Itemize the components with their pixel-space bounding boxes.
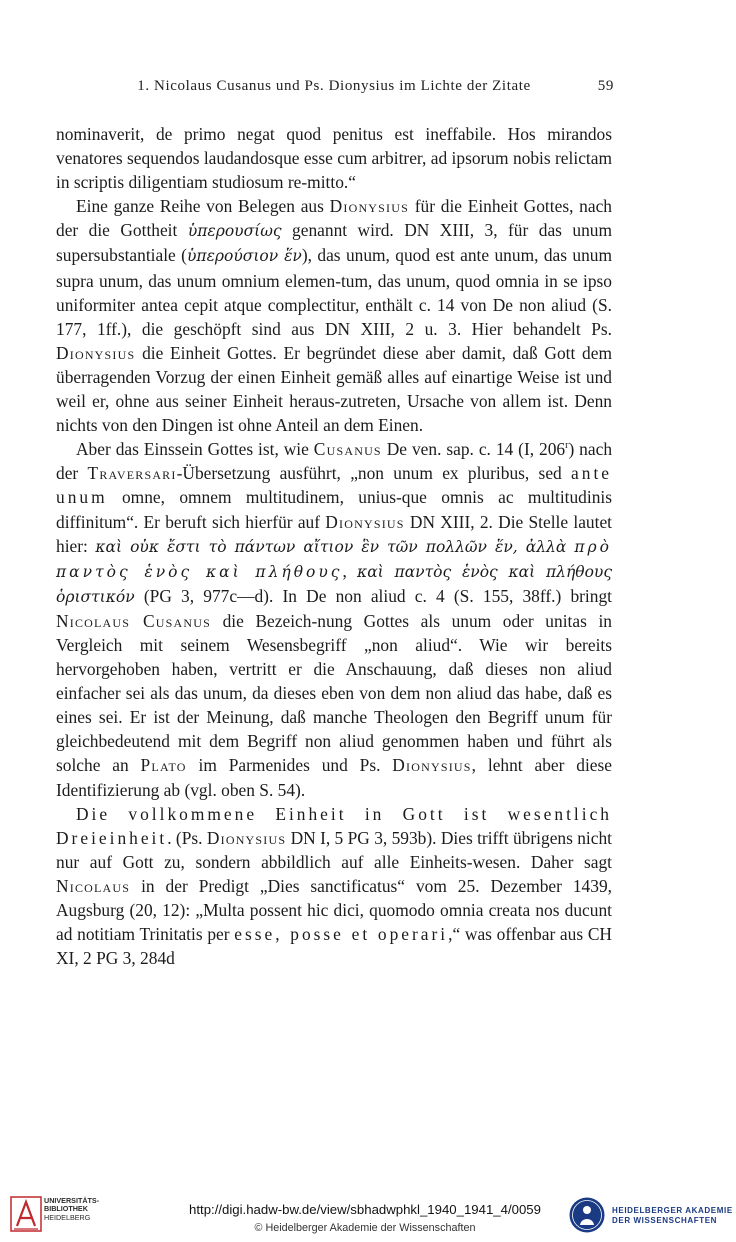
spaced-emphasis: esse, posse et operari bbox=[234, 924, 449, 945]
paragraph-4: Die vollkommene Einheit in Gott ist wesentlich Dreieinheit. (Ps. Dionysius DN I, 5 PG 3, 593b). Dies trifft übrigens nicht nur auf Gott zu, sondern abbildlich auf alle Einheits-wesen. Daher sagt Nicolaus in der Predigt „Dies sanctificatus“ vom 25. Dezember 1439, Augsburg (20, 12): „Multa possent hic dici, quomodo omnia creata nos ducunt ad notitiam Trinitatis per esse, posse et operari,“ was offenbar aus CH XI, 2 PG 3, 284d bbox=[56, 803, 613, 969]
author-name: Dionysius bbox=[392, 755, 472, 776]
digitization-footer bbox=[0, 1186, 736, 1242]
running-title: 1. Nicolaus Cusanus und Ps. Dionysius im Lichte der Zitate bbox=[137, 78, 531, 94]
university-library-name: UNIVERSITÄTS- BIBLIOTHEK HEIDELBERG bbox=[44, 1196, 100, 1222]
spaced-emphasis: Die vollkommene Einheit in Gott ist wesentlich Dreieinheit bbox=[56, 803, 612, 848]
page-number: 59 bbox=[597, 78, 614, 94]
university-library-logo-icon bbox=[9, 1195, 43, 1233]
paragraph-1: nominaverit, de primo negat quod penitus est ineffabile. Hos mirandos venatores sequendos laudandosque esse cum arbitrer, ad ipsorum nobis relictam in scriptis diligentiam studiosum re-mitto.“ bbox=[56, 124, 612, 193]
author-name: Cusanus bbox=[313, 439, 382, 460]
author-name: Plato bbox=[140, 755, 187, 776]
greek-quotation: καὶ παντὸς ἑνὸς καὶ πλήθους ὁριστικόν bbox=[56, 562, 613, 606]
copyright-notice: © Heidelberger Akademie der Wissenschaften bbox=[254, 1222, 476, 1234]
greek-quotation: καὶ οὐκ ἔστι τὸ πάντων αἴτιον ἓν τῶν πολλῶν ἕν, ἀλλὰ bbox=[95, 537, 575, 556]
author-name: Dionysius bbox=[329, 196, 409, 217]
greek-term: ὑπερούσιον ἕν bbox=[186, 247, 302, 266]
author-name: Nicolaus bbox=[56, 875, 131, 896]
source-url-link[interactable]: http://digi.hadw-bw.de/view/sbhadwphkl_1940_1941_4/0059 bbox=[189, 1202, 541, 1217]
running-header bbox=[58, 78, 614, 95]
spaced-emphasis: ante unum bbox=[56, 463, 612, 508]
author-name: Dionysius bbox=[325, 511, 405, 532]
academy-seal-icon bbox=[568, 1196, 606, 1234]
author-name: Dionysius bbox=[206, 827, 287, 848]
paragraph-2: Eine ganze Reihe von Belegen aus Dionysius für die Einheit Gottes, nach der die Gottheit ὑπερουσίως genannt wird. DN XIII, 3, für das unum supersubstantiale (ὑπερούσιον ἕν), das unum, quod est ante unum, das unum supra unum, das unum omnium elemen-tum, das unum, quod omnia in se ipso uniformiter antea cepit atque complectitur, enthält c. 14 von De non aliud (S. 177, 1ff.), die geschöpft sind aus DN XIII, 2 u. 3. Hier behandelt Ps. Dionysius die Einheit Gottes. Er begründet diese aber damit, daß Gott dem überragenden Vorzug der einen Einheit gemäß alles auf einartige Weise ist und weil er, ohne aus seiner Einheit heraus-zutreten, Ursache von allem ist. Denn nichts von den Dingen ist ohne Anteil an dem Einen. bbox=[56, 196, 612, 436]
paragraph-3: Aber das Einssein Gottes ist, wie Cusanus De ven. sap. c. 14 (I, 206$^r$) nach der Traversari-Übersetzung ausführt, „non unum ex pluribus, sed ante unum omne, omnem multitudinem, unius-que omnis ac multitudinis diffinitum“. Er beruft sich hierfür auf Dionysius DN XIII, 2. Die Stelle lautet hier: καὶ οὐκ ἔστι τὸ πάντων αἴτιον ἓν τῶν πολλῶν ἕν, ἀλλὰ πρὸ παντὸς ἑνὸς καὶ πλήθους, καὶ παντὸς ἑνὸς καὶ πλήθους ὁριστικόν (PG 3, 977c—d). In De non aliud c. 4 (S. 155, 38ff.) bringt Nicolaus Cusanus die Bezeich-nung Gottes als unum oder unitas in Vergleich mit seinem Wesensbegriff „non aliud“. Wie wir bereits hervorgehoben haben, vertritt er die Anschauung, daß dieses non aliud einfacher sei als das unum, da dieses eben von dem non aliud das habe, daß es eines sei. Er ist der Meinung, daß manche Theologen den Begriff unum für gleichbedeutend mit dem Begriff non aliud genommen haben und führt als solche an Plato im Parmenides und Ps. Dionysius, lehnt aber diese Identifizierung ab (vgl. oben S. 54). bbox=[56, 439, 613, 800]
author-name: Dionysius bbox=[56, 342, 136, 363]
author-name: Nicolaus Cusanus bbox=[56, 610, 211, 631]
author-name: Traversari bbox=[87, 463, 177, 484]
greek-term: ὑπερουσίως bbox=[187, 222, 282, 241]
body-text bbox=[56, 122, 612, 970]
greek-quotation-spaced: πρὸ παντὸς ἑνὸς καὶ πλήθους bbox=[56, 537, 612, 581]
academy-name: HEIDELBERGER AKADEMIE DER WISSENSCHAFTEN bbox=[612, 1206, 733, 1225]
superscript: r bbox=[565, 440, 569, 452]
